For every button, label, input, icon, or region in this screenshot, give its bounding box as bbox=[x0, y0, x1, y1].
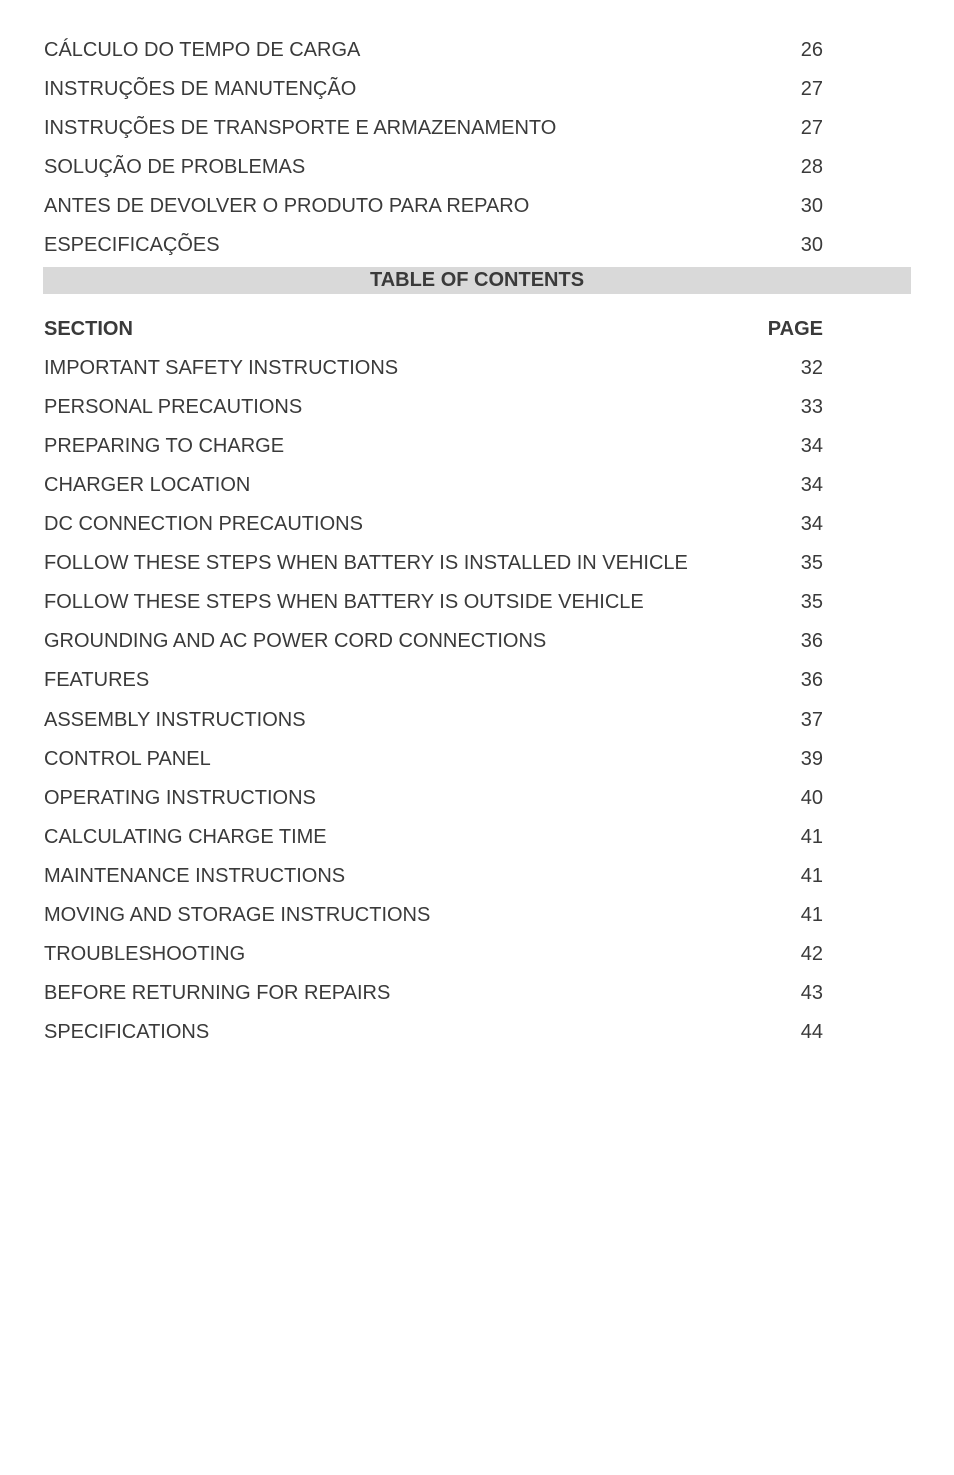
toc-entry-row[interactable] bbox=[43, 779, 911, 818]
toc-entry-row[interactable] bbox=[43, 148, 911, 187]
toc-entry-row[interactable] bbox=[43, 661, 911, 700]
toc-entry-page-number: 34 bbox=[800, 473, 823, 496]
toc-entry-row[interactable] bbox=[43, 818, 911, 857]
toc-entry-page-number: 43 bbox=[800, 982, 823, 1005]
toc-entry-row[interactable] bbox=[43, 583, 911, 622]
toc-entry-page-number: 34 bbox=[800, 513, 823, 536]
toc-entry-row[interactable] bbox=[43, 388, 911, 427]
toc-entry-row[interactable] bbox=[43, 466, 911, 505]
toc-entry-row[interactable] bbox=[43, 31, 911, 70]
toc-entry-title: SPECIFICATIONS bbox=[44, 1021, 210, 1044]
toc-entry-title: OPERATING INSTRUCTIONS bbox=[44, 786, 316, 809]
toc-entry-title: FEATURES bbox=[44, 669, 150, 692]
toc-entry-row[interactable] bbox=[43, 857, 911, 896]
toc-entry-page-number: 36 bbox=[800, 630, 823, 653]
toc-entry-page-number: 44 bbox=[800, 1021, 823, 1044]
toc-entry-page-number: 40 bbox=[800, 786, 823, 809]
toc-entry-page-number: 36 bbox=[800, 669, 823, 692]
toc-entry-row[interactable] bbox=[43, 349, 911, 388]
toc-entry-title: GROUNDING AND AC POWER CORD CONNECTIONS bbox=[44, 630, 547, 653]
toc-entry-title: CÁLCULO DO TEMPO DE CARGA bbox=[44, 39, 361, 61]
toc-entry-page-number: 41 bbox=[800, 825, 823, 848]
portuguese-toc-list bbox=[43, 31, 911, 266]
toc-entry-title: CONTROL PANEL bbox=[44, 747, 211, 770]
toc-entry-row[interactable] bbox=[43, 740, 911, 779]
toc-entry-title: BEFORE RETURNING FOR REPAIRS bbox=[44, 982, 391, 1005]
toc-entry-row[interactable] bbox=[43, 505, 911, 544]
toc-entry-title: CALCULATING CHARGE TIME bbox=[44, 825, 327, 848]
toc-entry-row[interactable] bbox=[43, 896, 911, 935]
toc-entry-row[interactable] bbox=[43, 544, 911, 583]
toc-entry-title: PREPARING TO CHARGE bbox=[44, 434, 285, 457]
toc-entry-page-number: 35 bbox=[800, 552, 823, 575]
toc-entry-title: IMPORTANT SAFETY INSTRUCTIONS bbox=[44, 356, 399, 379]
toc-entry-title: MOVING AND STORAGE INSTRUCTIONS bbox=[44, 903, 431, 926]
toc-entry-page-number: 42 bbox=[800, 943, 823, 966]
toc-entry-title: INSTRUÇÕES DE TRANSPORTE E ARMAZENAMENTO bbox=[44, 117, 557, 140]
toc-entry-page-number: 41 bbox=[800, 903, 823, 926]
toc-entry-page-number: 27 bbox=[800, 78, 823, 101]
section-column-header: SECTION bbox=[44, 317, 133, 340]
toc-entry-page-number: 30 bbox=[800, 234, 823, 257]
toc-entry-page-number: 39 bbox=[800, 747, 823, 770]
toc-entry-title: PERSONAL PRECAUTIONS bbox=[44, 395, 303, 418]
toc-entry-page-number: 37 bbox=[800, 708, 823, 731]
toc-entry-page-number: 35 bbox=[800, 591, 823, 614]
toc-entry-page-number: 26 bbox=[800, 39, 823, 61]
toc-entry-row[interactable] bbox=[43, 70, 911, 109]
toc-entry-title: CHARGER LOCATION bbox=[44, 473, 251, 496]
toc-entry-page-number: 30 bbox=[800, 195, 823, 218]
toc-entry-row[interactable] bbox=[43, 109, 911, 148]
toc-entry-page-number: 34 bbox=[800, 434, 823, 457]
toc-entry-title: SOLUÇÃO DE PROBLEMAS bbox=[44, 156, 306, 179]
toc-entry-title: FOLLOW THESE STEPS WHEN BATTERY IS INSTALLED IN VEHICLE bbox=[44, 552, 688, 575]
toc-entry-page-number: 32 bbox=[800, 356, 823, 379]
toc-column-header-row bbox=[43, 310, 911, 349]
toc-entry-title: FOLLOW THESE STEPS WHEN BATTERY IS OUTSIDE VEHICLE bbox=[44, 591, 644, 614]
toc-entry-row[interactable] bbox=[43, 701, 911, 740]
toc-entry-row[interactable] bbox=[43, 187, 911, 226]
toc-entry-title: INSTRUÇÕES DE MANUTENÇÃO bbox=[44, 78, 357, 101]
toc-entry-row[interactable] bbox=[43, 622, 911, 661]
toc-heading: TABLE OF CONTENTS bbox=[369, 268, 585, 291]
toc-entry-page-number: 33 bbox=[800, 395, 823, 418]
toc-entry-row[interactable] bbox=[43, 427, 911, 466]
page-column-header: PAGE bbox=[767, 317, 823, 340]
toc-entry-row[interactable] bbox=[43, 974, 911, 1013]
toc-entry-title: ESPECIFICAÇÕES bbox=[44, 234, 220, 257]
table-of-contents bbox=[43, 31, 911, 1052]
toc-entry-title: ANTES DE DEVOLVER O PRODUTO PARA REPARO bbox=[44, 195, 530, 218]
toc-entry-title: DC CONNECTION PRECAUTIONS bbox=[44, 513, 363, 536]
toc-entry-title: ASSEMBLY INSTRUCTIONS bbox=[44, 708, 306, 731]
toc-entry-page-number: 28 bbox=[800, 156, 823, 179]
toc-entry-row[interactable] bbox=[43, 226, 911, 265]
toc-entry-page-number: 27 bbox=[800, 117, 823, 140]
toc-entry-row[interactable] bbox=[43, 935, 911, 974]
toc-entry-row[interactable] bbox=[43, 1013, 911, 1052]
toc-entry-title: TROUBLESHOOTING bbox=[44, 943, 246, 966]
toc-heading-bar bbox=[43, 267, 911, 294]
toc-entry-title: MAINTENANCE INSTRUCTIONS bbox=[44, 864, 346, 887]
english-toc-list bbox=[43, 349, 911, 1053]
toc-entry-page-number: 41 bbox=[800, 864, 823, 887]
